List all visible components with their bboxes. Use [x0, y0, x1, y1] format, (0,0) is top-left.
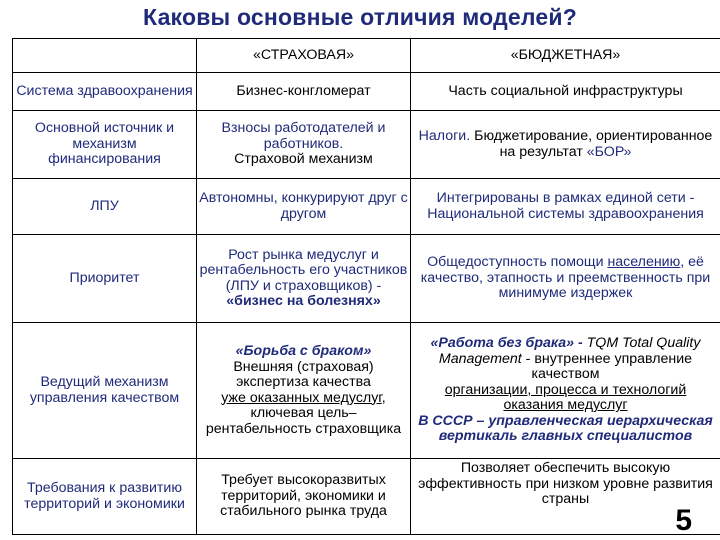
cell-requirements-insurance: Требует высокоразвитых территорий, экономики и стабильного рынка труда	[197, 459, 411, 535]
header-empty-cell	[13, 39, 197, 73]
quality-insurance-slogan: «Борьба с браком»	[235, 343, 372, 359]
table-row	[13, 179, 720, 235]
table-row	[13, 73, 720, 111]
table-row	[13, 459, 720, 535]
page-title: Каковы основные отличия моделей?	[143, 4, 577, 30]
table-row	[13, 323, 720, 459]
priority-budget-population: населению	[607, 254, 681, 271]
row-label-system: Система здравоохранения	[13, 73, 197, 111]
insurance-contributions: Взносы работодателей и работников.	[221, 120, 386, 152]
quality-budget-ussr: В СССР – управленческая иерархическая вертикаль главных специалистов	[418, 412, 713, 445]
cell-quality-insurance	[197, 323, 411, 459]
cell-requirements-budget: Позволяет обеспечить высокую эффективность при низком уровне развития страны	[411, 459, 720, 535]
priority-insurance-business: «бизнес на болезнях»	[226, 293, 381, 309]
cell-source-budget	[411, 111, 720, 179]
row-label-priority: Приоритет	[13, 235, 197, 323]
header-insurance: «СТРАХОВАЯ»	[197, 39, 411, 73]
quality-budget-slogan: «Работа без брака» -	[430, 335, 583, 352]
comparison-table	[12, 38, 720, 535]
cell-system-budget: Часть социальной инфраструктуры	[411, 73, 720, 111]
table-row	[13, 111, 720, 179]
header-row	[13, 39, 720, 73]
row-label-lpu: ЛПУ	[13, 179, 197, 235]
insurance-mechanism: Страховой механизм	[234, 151, 373, 168]
table-row	[13, 235, 720, 323]
row-label-requirements: Требования к развитию территорий и экономики	[13, 459, 197, 535]
priority-budget-text-2: , её качество, этапность и преемственность при минимуме издержек	[420, 254, 711, 302]
cell-priority-insurance	[197, 235, 411, 323]
cell-lpu-budget: Интегрированы в рамках единой сети - Национальной системы здравоохранения	[411, 179, 720, 235]
quality-insurance-services: уже оказанных медуслуг	[221, 389, 382, 406]
header-budget: «БЮДЖЕТНАЯ»	[411, 39, 720, 73]
budget-results: Бюджетирование, ориентированное на результат	[470, 128, 713, 160]
cell-lpu-insurance: Автономны, конкурируют друг с другом	[197, 179, 411, 235]
cell-system-insurance: Бизнес-конгломерат	[197, 73, 411, 111]
priority-budget-text-1: Общедоступность помощи	[427, 254, 608, 271]
quality-insurance-expertise: Внешняя (страховая) экспертиза качества	[233, 358, 374, 390]
budget-taxes: Налоги.	[418, 128, 471, 144]
priority-insurance-text: Рост рынка медуслуг и рентабельность его участников (ЛПУ и страховщиков) -	[199, 246, 408, 294]
quality-budget-internal: - внутреннее управление качеством	[521, 350, 693, 383]
row-label-quality: Ведущий механизм управления качеством	[13, 323, 197, 459]
quality-budget-tqm: TQM Total Quality Management	[438, 335, 701, 367]
quality-budget-organization: организации, процесса и технологий оказания медуслуг	[444, 381, 687, 414]
cell-source-insurance	[197, 111, 411, 179]
page-number: 5	[675, 504, 692, 537]
cell-quality-budget	[411, 323, 720, 459]
quality-insurance-goal: , ключевая цель– рентабельность страховщика	[205, 389, 402, 437]
budget-bor: «БОР»	[586, 143, 632, 160]
cell-priority-budget	[411, 235, 720, 323]
row-label-source: Основной источник и механизм финансирования	[13, 111, 197, 179]
